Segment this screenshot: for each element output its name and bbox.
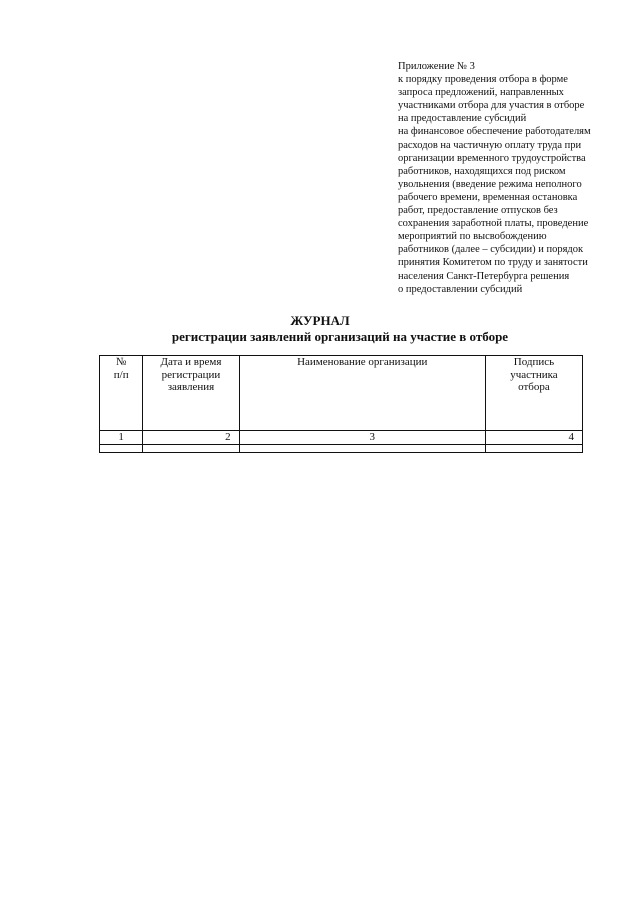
title-subtitle: регистрации заявлений организаций на участие в отборе [171,329,509,344]
empty-cell[interactable] [485,445,582,453]
header-organization-name: Наименование организации [239,356,485,431]
appendix-line: принятия Комитетом по труду и занятости [398,257,588,269]
appendix-line: расходов на частичную оплату труда при [398,139,582,151]
column-number: 4 [485,431,582,445]
appendix-line: работников, находящихся под риском [398,165,566,177]
column-number: 3 [239,431,485,445]
appendix-line: организации временного трудоустройства [398,152,586,164]
registration-journal-table [99,355,583,453]
column-number: 2 [143,431,239,445]
empty-cell[interactable] [143,445,239,453]
header-number: № п/п [100,356,143,431]
appendix-line: рабочего времени, временная остановка [398,191,578,203]
appendix-line: запроса предложений, направленных [398,87,564,99]
appendix-line: увольнения (введение режима неполного [398,178,582,190]
document-title [0,313,640,345]
appendix-line: работ, предоставление отпусков без [398,205,558,217]
header-date-time: Дата и время регистрации заявления [143,356,239,431]
header-signature: Подпись участника отбора [485,356,582,431]
appendix-line: к порядку проведения отбора в форме [398,74,568,86]
appendix-line: на финансовое обеспечение работодателям [398,126,591,138]
title-main: ЖУРНАЛ [290,313,350,328]
appendix-line: о предоставлении субсидий [398,283,523,295]
appendix-line: Приложение № 3 [398,61,475,72]
appendix-line: мероприятий по высвобождению [398,231,547,243]
table-row [100,445,583,453]
empty-cell[interactable] [100,445,143,453]
appendix-block [398,60,628,296]
column-number-row [100,431,583,445]
appendix-line: сохранения заработной платы, проведение [398,218,589,230]
appendix-line: участниками отбора для участия в отборе [398,100,585,112]
appendix-line: работников (далее – субсидии) и порядок [398,244,584,256]
appendix-line: на предоставление субсидий [398,113,527,125]
appendix-line: населения Санкт-Петербурга решения [398,270,570,282]
empty-cell[interactable] [239,445,485,453]
column-number: 1 [100,431,143,445]
table-header-row [100,356,583,431]
